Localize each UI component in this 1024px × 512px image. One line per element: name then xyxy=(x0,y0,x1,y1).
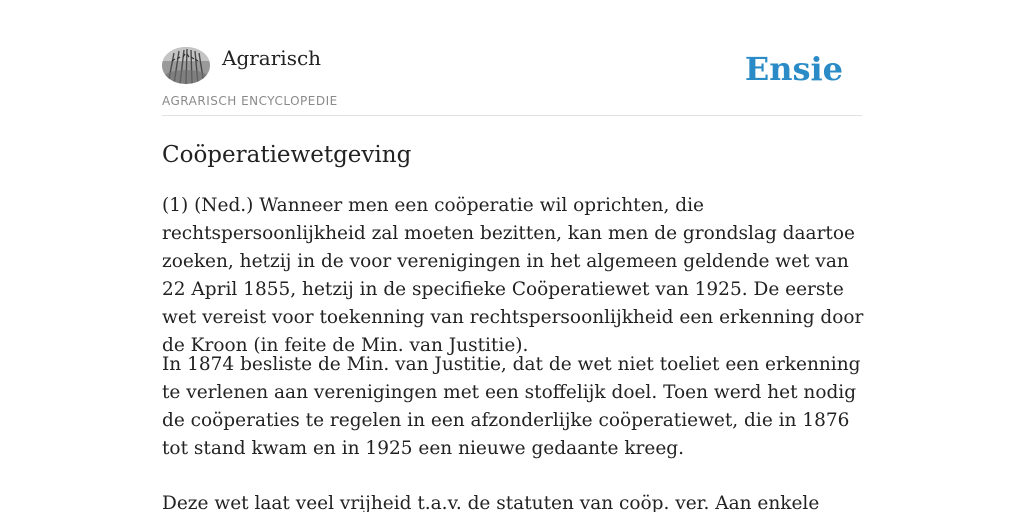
page xyxy=(162,0,864,512)
site-header xyxy=(162,0,862,116)
site-subtitle: AGRARISCH ENCYCLOPEDIE xyxy=(162,94,338,108)
article-paragraph: (1) (Ned.) Wanneer men een coöperatie wil oprichten, die rechtspersoonlijkheid zal moeten bezitten, kan men de grondslag daartoe zoeken, hetzij in de voor verenigingen in het algemeen geldende wet van 22 April 1855, hetzij in de specifieke Coöperatiewet van 1925. De eerste wet vereist voor toekenning van rechtspersoonlijkheid een erkenning door de Kroon (in feite de Min. van Justitie). xyxy=(162,195,864,356)
article-title: Coöperatiewetgeving xyxy=(162,142,412,168)
site-name[interactable]: Agrarisch xyxy=(222,46,322,70)
ensie-brand-link[interactable]: Ensie xyxy=(744,50,843,88)
article-paragraph: In 1874 besliste de Min. van Justitie, dat de wet niet toeliet een erkenning te verlenen aan verenigingen met een stoffelijk doel. Toen werd het nodig de coöperaties te regelen in een afzonderlijke coöperatiewet, die in 1876 tot stand kwam en in 1925 een nieuwe gedaante kreeg. xyxy=(162,354,861,459)
article-paragraph: Deze wet laat veel vrijheid t.a.v. de statuten van coöp. ver. Aan enkele xyxy=(162,493,820,512)
wheat-logo-icon[interactable] xyxy=(162,47,210,84)
